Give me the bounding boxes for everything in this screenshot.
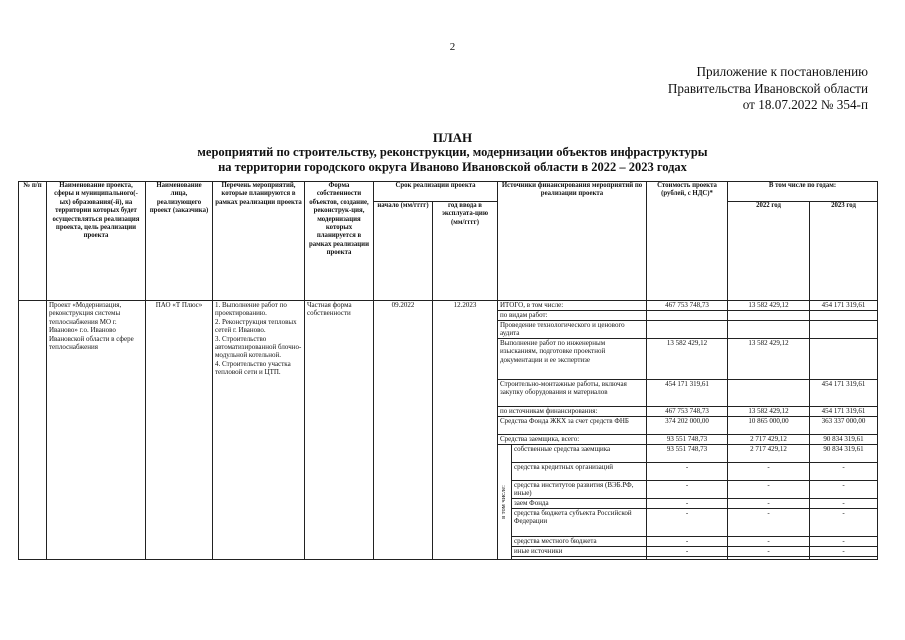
row-2022 — [728, 311, 810, 321]
sub-row-source: заем Фонда — [512, 499, 647, 509]
row-cost: 467 753 748,73 — [647, 407, 728, 417]
row-source: Проведение технологического и ценового аудита — [498, 321, 647, 339]
row-source: Средства заемщика, всего: — [498, 435, 647, 445]
row-cost: 467 753 748,73 — [647, 301, 728, 311]
row-2023: 454 171 319,61 — [810, 407, 878, 417]
sub-row-2023: 90 834 319,61 — [810, 445, 878, 463]
spacer-cell — [728, 557, 810, 560]
row-2022 — [728, 321, 810, 339]
sub-row-2022: - — [728, 463, 810, 481]
row-2022: 10 865 000,00 — [728, 417, 810, 435]
title-line-1: ПЛАН — [432, 130, 473, 145]
sub-row-cost: - — [647, 509, 728, 537]
row-cost: 93 551 748,73 — [647, 435, 728, 445]
header-sources: Источники финансирования мероприятий по реализации проекта — [498, 182, 647, 301]
row-source: по видам работ: — [498, 311, 647, 321]
row-2023: 363 337 000,00 — [810, 417, 878, 435]
row-2023 — [810, 311, 878, 321]
sub-row-2023: - — [810, 537, 878, 547]
header-project: Наименование проекта, сферы и муниципального(-ых) образования(-й), на территории которых будет осуществляться реализация проекта, цель реализации проекта — [47, 182, 146, 301]
row-2022: 13 582 429,12 — [728, 301, 810, 311]
sub-row-2022: 2 717 429,12 — [728, 445, 810, 463]
sub-row-cost: - — [647, 481, 728, 499]
spacer-cell — [512, 557, 647, 560]
row-2023: 90 834 319,61 — [810, 435, 878, 445]
row-cost: 374 202 000,00 — [647, 417, 728, 435]
row-source: Строительно-монтажные работы, включая закупку оборудования и материалов — [498, 380, 647, 407]
title-line-3: на территории городского округа Иваново Ивановской области в 2022 – 2023 годах — [218, 160, 687, 174]
appendix-line-3: от 18.07.2022 № 354-п — [742, 97, 868, 112]
sub-row-2022: - — [728, 547, 810, 557]
table-row — [19, 301, 878, 311]
sub-row-2022: - — [728, 499, 810, 509]
header-start: начало (мм/гггг) — [374, 202, 433, 301]
row-cost — [647, 311, 728, 321]
header-measures: Перечень мероприятий, которые планируются в рамках реализации проекта — [213, 182, 305, 301]
row-cost — [647, 321, 728, 339]
cell-project-name: Проект «Модернизация, реконструкция системы теплоснабжения МО г. Иваново» г.о. Иваново Ивановской области в сфере теплоснабжения — [47, 301, 146, 560]
sub-row-cost: 93 551 748,73 — [647, 445, 728, 463]
appendix-line-1: Приложение к постановлению — [696, 64, 868, 79]
header-cost: Стоимость проекта (рублей, с НДС)* — [647, 182, 728, 301]
row-2022 — [728, 380, 810, 407]
sub-row-2022: - — [728, 481, 810, 499]
row-2023 — [810, 321, 878, 339]
sub-row-source: средства местного бюджета — [512, 537, 647, 547]
title-line-2: мероприятий по строительству, реконструкции, модернизации объектов инфраструктуры — [197, 145, 708, 159]
sub-row-2023: - — [810, 547, 878, 557]
document-title — [0, 130, 905, 175]
sub-row-cost: - — [647, 547, 728, 557]
sub-row-source: собственные средства заемщика — [512, 445, 647, 463]
row-source: Выполнение работ по инженерным изысканиям, подготовке проектной документации и ее экспертизе — [498, 339, 647, 380]
sub-row-cost: - — [647, 537, 728, 547]
row-2022: 13 582 429,12 — [728, 407, 810, 417]
sub-row-source: средства институтов развития (ВЭБ.РФ, иные) — [512, 481, 647, 499]
spacer-cell — [810, 557, 878, 560]
sub-row-2023: - — [810, 463, 878, 481]
header-by-year: В том числе по годам: — [728, 182, 878, 202]
row-2023: 454 171 319,61 — [810, 301, 878, 311]
header-end: год ввода в эксплуата-цию (мм/гггг) — [433, 202, 498, 301]
cell-num — [19, 301, 47, 560]
cell-ownership: Частная форма собственности — [305, 301, 374, 560]
cell-customer: ПАО «Т Плюс» — [146, 301, 213, 560]
sub-row-source: средства кредитных организаций — [512, 463, 647, 481]
cell-start: 09.2022 — [374, 301, 433, 560]
row-2023: 454 171 319,61 — [810, 380, 878, 407]
sub-row-2023: - — [810, 509, 878, 537]
sub-row-source: иные источники — [512, 547, 647, 557]
row-2022: 2 717 429,12 — [728, 435, 810, 445]
row-2023 — [810, 339, 878, 380]
sub-row-cost: - — [647, 463, 728, 481]
vertical-label-cell — [498, 445, 512, 560]
header-ownership: Форма собственности объектов, создание, реконструк-ция, модернизация которых планируется в рамках реализации проекта — [305, 182, 374, 301]
sub-row-2022: - — [728, 537, 810, 547]
cell-end: 12.2023 — [433, 301, 498, 560]
sub-row-2023: - — [810, 481, 878, 499]
plan-table — [18, 181, 878, 560]
row-source: ИТОГО, в том числе: — [498, 301, 647, 311]
vertical-label: в том числе: — [500, 485, 508, 519]
header-row-1 — [19, 182, 878, 202]
header-2023: 2023 год — [810, 202, 878, 301]
sub-row-cost: - — [647, 499, 728, 509]
spacer-cell — [647, 557, 728, 560]
row-source: по источникам финансирования: — [498, 407, 647, 417]
row-source: Средства Фонда ЖКХ за счет средств ФНБ — [498, 417, 647, 435]
row-cost: 13 582 429,12 — [647, 339, 728, 380]
row-2022: 13 582 429,12 — [728, 339, 810, 380]
appendix-block — [668, 64, 868, 114]
header-terms: Срок реализации проекта — [374, 182, 498, 202]
sub-row-source: средства бюджета субъекта Российской Федерации — [512, 509, 647, 537]
sub-row-2022: - — [728, 509, 810, 537]
page-number: 2 — [449, 41, 456, 53]
header-customer: Наименование лица, реализующего проект (заказчика) — [146, 182, 213, 301]
header-num: № п/п — [19, 182, 47, 301]
row-cost: 454 171 319,61 — [647, 380, 728, 407]
header-2022: 2022 год — [728, 202, 810, 301]
sub-row-2023: - — [810, 499, 878, 509]
appendix-line-2: Правительства Ивановской области — [667, 80, 868, 96]
cell-measures: 1. Выполнение работ по проектированию. 2. Реконструкция тепловых сетей г. Иваново. 3. Строительство автоматизированной блочно-модульной котельной. 4. Строительство участка тепловой сети и ЦТП. — [213, 301, 305, 560]
